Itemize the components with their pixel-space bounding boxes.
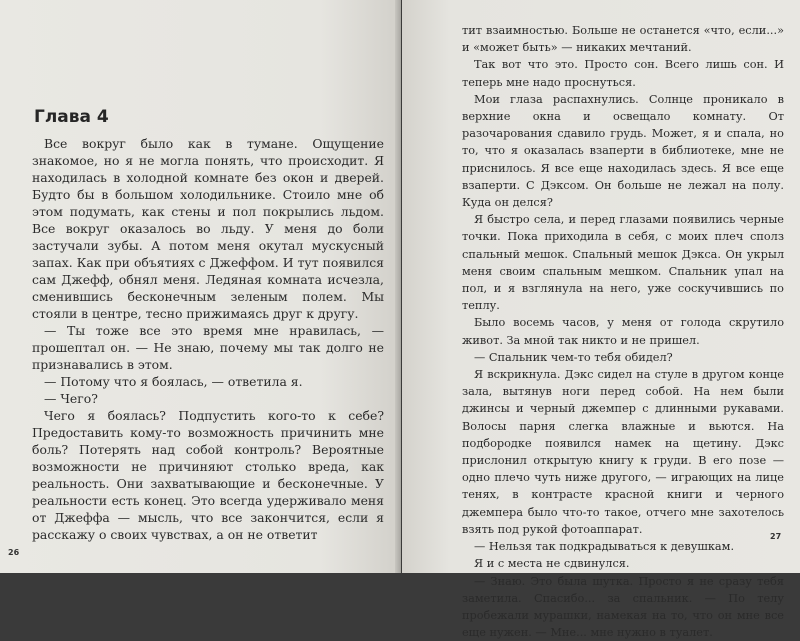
- paragraph: Я и с места не сдвинулся.: [462, 555, 784, 572]
- page-number: 27: [770, 532, 781, 541]
- paragraph: — Ты тоже все это время мне нравилась, — прошептал он. — Не знаю, почему мы так долго не признавались в этом.: [32, 322, 384, 373]
- left-text-column: [32, 135, 384, 543]
- paragraph: Было восемь часов, у меня от голода скрутило живот. За мной так никто и не пришел.: [462, 314, 784, 348]
- chapter-title: Глава 4: [34, 107, 109, 127]
- paragraph: Так вот что это. Просто сон. Всего лишь сон. И теперь мне надо проснуться.: [462, 56, 784, 90]
- left-page: [0, 0, 401, 573]
- paragraph: Я быстро села, и перед глазами появились черные точки. Пока приходила в себя, с моих плеч сполз спальный мешок. Спальный мешок Дэкса. Он укрыл меня своим спальным мешком. Спальник упал на пол, и я взглянула на него, уже соскучившись по теплу.: [462, 211, 784, 314]
- paragraph: — Нельзя так подкрадываться к девушкам.: [462, 538, 784, 555]
- paragraph: — Знаю. Это была шутка. Просто я не сразу тебя заметила. Спасибо... за спальник. — По телу пробежали мурашки, намекая на то, что он мне все еще нужен. — Мне... мне нужно в туалет.: [462, 573, 784, 641]
- paragraph: Я вскрикнула. Дэкс сидел на стуле в другом конце зала, вытянув ноги перед собой. На нем были джинсы и черный джемпер с длинными рукавами. Волосы парня слегка влажные и вьются. На подбородке появился намек на щетину. Дэкс прислонил открытую книгу к груди. В его позе — одно плечо чуть ниже другого, — играющих на лице тенях, в контрасте красной книги и черного джемпера было что-то такое, отчего мне захотелось взять под рукой фотоаппарат.: [462, 366, 784, 538]
- paragraph: Мои глаза распахнулись. Солнце проникало в верхние окна и освещало комнату. От разочарования сдавило грудь. Может, я и спала, но то, что я оказалась взаперти в библиотеке, мне не приснилось. Я все еще находилась здесь. Я все еще взаперти. С Дэксом. Он больше не лежал на полу. Куда он делся?: [462, 91, 784, 211]
- paragraph: тит взаимностью. Больше не останется «что, если...» и «может быть» — никаких мечтаний.: [462, 22, 784, 56]
- paragraph: — Спальник чем-то тебя обидел?: [462, 349, 784, 366]
- paragraph: Чего я боялась? Подпустить кого-то к себе? Предоставить кому-то возможность причинить мне боль? Потерять над собой контроль? Вероятные возможности не причиняют столько вреда, как реальность. Они захватывающие и бесконечные. У реальности есть конец. Это всегда удерживало меня от Джеффа — мысль, что все закончится, если я расскажу о своих чувствах, а он не ответит: [32, 407, 384, 543]
- paragraph: Все вокруг было как в тумане. Ощущение знакомое, но я не могла понять, что происходит. Я находилась в холодной комнате без окон и дверей. Будто бы в большом холодильнике. Стоило мне об этом подумать, как стены и пол покрылись льдом. Все вокруг оказалось во льду. У меня до боли застучали зубы. А потом меня окутал мускусный запах. Как при объятиях с Джеффом. И тут появился сам Джефф, обнял меня. Ледяная комната исчезла, сменившись бесконечным зеленым полем. Мы стояли в центре, тесно прижимаясь друг к другу.: [32, 135, 384, 322]
- paragraph: — Чего?: [32, 390, 384, 407]
- right-page: [402, 0, 800, 573]
- paragraph: — Потому что я боялась, — ответила я.: [32, 373, 384, 390]
- page-number: 26: [8, 548, 19, 557]
- right-text-column: [462, 22, 784, 641]
